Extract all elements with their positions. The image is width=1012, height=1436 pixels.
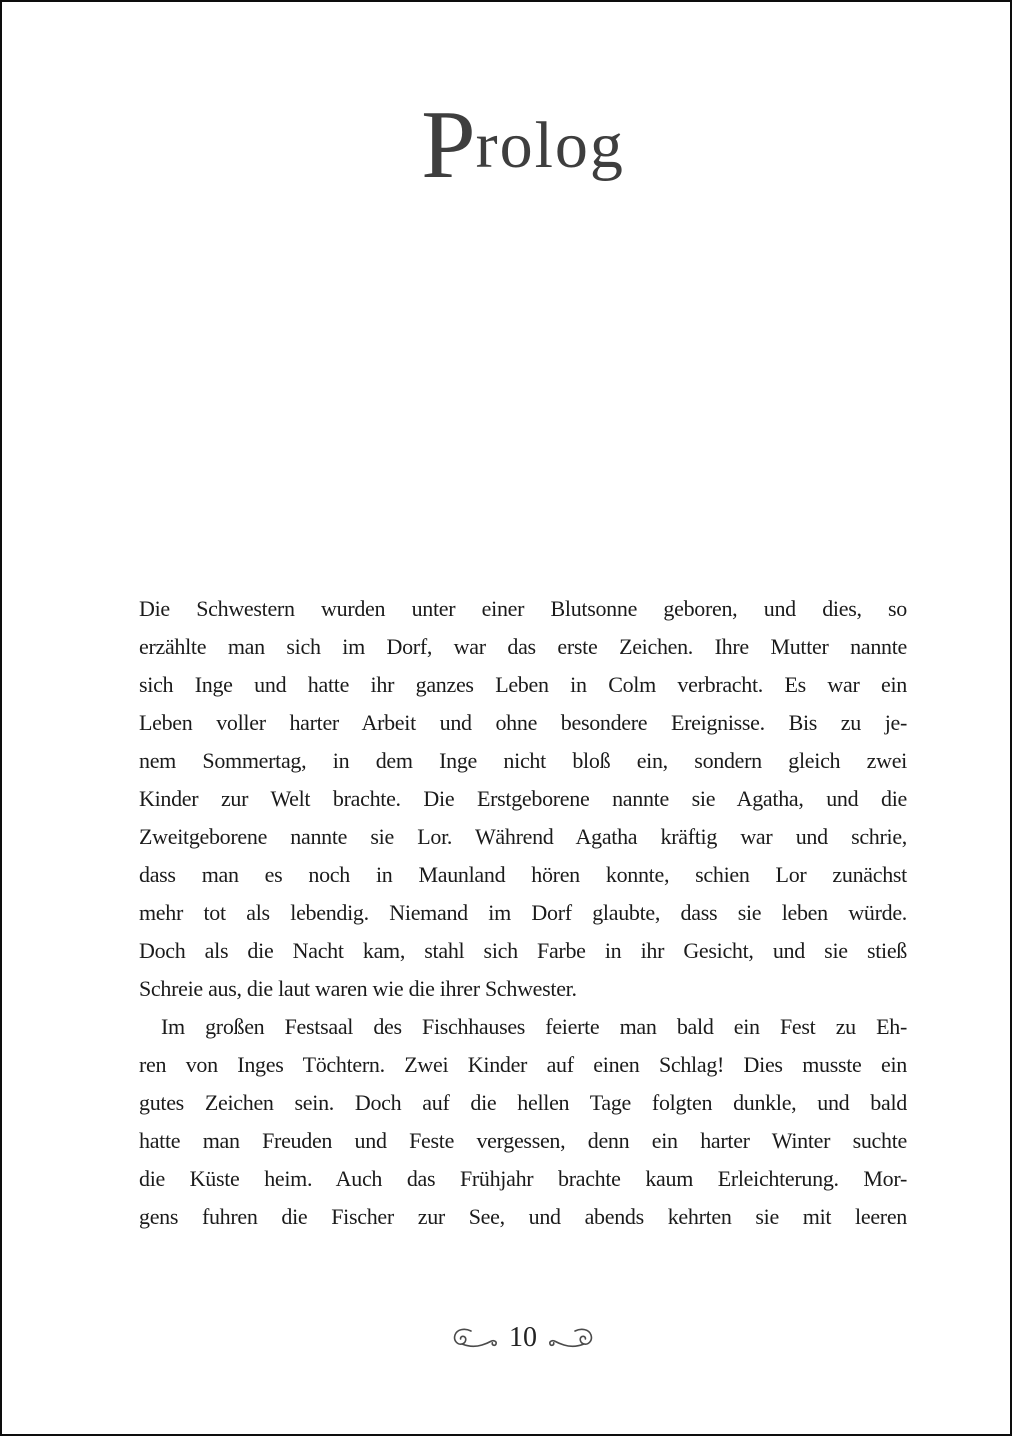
text-line: hatte man Freuden und Feste vergessen, denn ein harter Winter suchte xyxy=(139,1128,907,1153)
text-line: Im großen Festsaal des Fischhauses feierte man bald ein Fest zu Eh- xyxy=(161,1014,907,1039)
text-line: Leben voller harter Arbeit und ohne besondere Ereignisse. Bis zu je- xyxy=(139,710,907,735)
paragraph xyxy=(139,590,907,1008)
text-line: nem Sommertag, in dem Inge nicht bloß ein, sondern gleich zwei xyxy=(139,748,907,773)
title-rest: rolog xyxy=(475,109,625,182)
text-line: Schreie aus, die laut waren wie die ihrer Schwester. xyxy=(139,976,577,1001)
text-line: ren von Inges Töchtern. Zwei Kinder auf einen Schlag! Dies musste ein xyxy=(139,1052,907,1077)
body-text xyxy=(139,590,907,1236)
text-line: erzählte man sich im Dorf, war das erste Zeichen. Ihre Mutter nannte xyxy=(139,634,907,659)
swash-flourish-right-icon xyxy=(544,1327,594,1349)
text-line: gens fuhren die Fischer zur See, und abends kehrten sie mit leeren xyxy=(139,1204,907,1229)
paragraph xyxy=(139,1008,907,1236)
text-line: Die Schwestern wurden unter einer Blutsonne geboren, und dies, so xyxy=(139,596,907,621)
swash-flourish-left-icon xyxy=(452,1327,502,1349)
text-line: Doch als die Nacht kam, stahl sich Farbe in ihr Gesicht, und sie stieß xyxy=(139,938,907,963)
page-footer xyxy=(139,1316,907,1360)
text-line: die Küste heim. Auch das Frühjahr brachte kaum Erleichterung. Mor- xyxy=(139,1166,907,1191)
text-line: mehr tot als lebendig. Niemand im Dorf glaubte, dass sie leben würde. xyxy=(139,900,907,925)
text-line: gutes Zeichen sein. Doch auf die hellen Tage folgten dunkle, und bald xyxy=(139,1090,907,1115)
text-line: Zweitgeborene nannte sie Lor. Während Agatha kräftig war und schrie, xyxy=(139,824,907,849)
text-line: Kinder zur Welt brachte. Die Erstgeborene nannte sie Agatha, und die xyxy=(139,786,907,811)
title-drop-cap: P xyxy=(421,91,476,199)
page-number: 10 xyxy=(509,1322,537,1353)
chapter-title xyxy=(139,91,907,199)
text-line: sich Inge und hatte ihr ganzes Leben in Colm verbracht. Es war ein xyxy=(139,672,907,697)
text-line: dass man es noch in Maunland hören konnte, schien Lor zunächst xyxy=(139,862,907,887)
